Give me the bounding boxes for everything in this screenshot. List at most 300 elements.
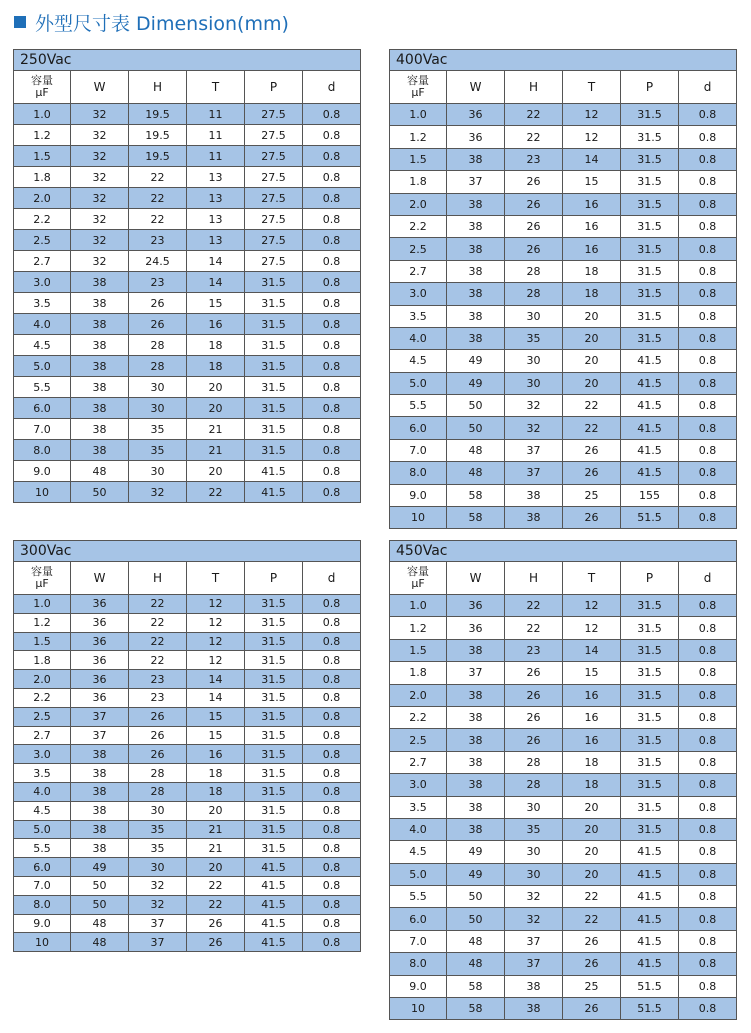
voltage-label: 450Vac <box>390 541 737 562</box>
table-cell: 19.5 <box>129 146 187 167</box>
title-square-icon <box>14 16 26 28</box>
table-cell: 18 <box>187 356 245 377</box>
table-cell: 18 <box>563 260 621 282</box>
table-cell: 37 <box>505 462 563 484</box>
table-cell: 31.5 <box>245 651 303 670</box>
table-row <box>14 167 361 188</box>
table-cell: 15 <box>187 707 245 726</box>
table-cell: 31.5 <box>621 260 679 282</box>
table-cell: 2.5 <box>14 230 71 251</box>
table-cell: 26 <box>563 462 621 484</box>
table-cell: 38 <box>71 782 129 801</box>
table-cell: 41.5 <box>245 933 303 952</box>
table-cell: 22 <box>505 104 563 126</box>
column-header: W <box>447 71 505 104</box>
table-row <box>14 820 361 839</box>
dimension-table-250vac <box>13 49 361 503</box>
column-header: P <box>621 562 679 595</box>
table-cell: 0.8 <box>679 774 737 796</box>
table-cell: 38 <box>71 820 129 839</box>
table-cell: 32 <box>505 395 563 417</box>
table-row <box>14 398 361 419</box>
table-cell: 20 <box>187 801 245 820</box>
table-cell: 30 <box>505 305 563 327</box>
table-cell: 36 <box>447 126 505 148</box>
table-cell: 38 <box>447 283 505 305</box>
table-cell: 41.5 <box>621 350 679 372</box>
table-cell: 23 <box>505 639 563 661</box>
table-cell: 30 <box>505 796 563 818</box>
table-cell: 31.5 <box>621 595 679 617</box>
table-cell: 16 <box>563 215 621 237</box>
capacity-header-line: μF <box>35 577 49 590</box>
table-cell: 2.7 <box>14 726 71 745</box>
table-cell: 35 <box>505 818 563 840</box>
table-row <box>390 908 737 930</box>
table-cell: 38 <box>447 774 505 796</box>
table-cell: 31.5 <box>245 839 303 858</box>
voltage-label: 400Vac <box>390 50 737 71</box>
table-cell: 0.8 <box>679 126 737 148</box>
table-cell: 7.0 <box>14 876 71 895</box>
table-cell: 10 <box>14 933 71 952</box>
table-cell: 26 <box>129 314 187 335</box>
table-cell: 0.8 <box>303 745 361 764</box>
table-cell: 38 <box>71 398 129 419</box>
table-cell: 0.8 <box>303 895 361 914</box>
table-cell: 32 <box>71 104 129 125</box>
table-cell: 31.5 <box>621 238 679 260</box>
table-cell: 22 <box>563 886 621 908</box>
table-cell: 31.5 <box>621 662 679 684</box>
voltage-header-row <box>390 541 737 562</box>
table-cell: 3.5 <box>14 293 71 314</box>
table-cell: 35 <box>129 419 187 440</box>
table-cell: 2.7 <box>390 260 447 282</box>
table-cell: 0.8 <box>303 440 361 461</box>
table-cell: 32 <box>129 895 187 914</box>
column-header-row <box>390 71 737 104</box>
table-cell: 22 <box>129 595 187 614</box>
table-cell: 26 <box>187 914 245 933</box>
table-row <box>14 858 361 877</box>
table-cell: 32 <box>71 125 129 146</box>
table-cell: 14 <box>563 639 621 661</box>
table-row <box>390 462 737 484</box>
table-cell: 26 <box>563 998 621 1020</box>
table-cell: 26 <box>187 933 245 952</box>
table-cell: 2.0 <box>14 670 71 689</box>
table-cell: 1.2 <box>390 617 447 639</box>
table-cell: 0.8 <box>679 305 737 327</box>
table-cell: 25 <box>563 975 621 997</box>
table-cell: 38 <box>447 305 505 327</box>
table-row <box>390 684 737 706</box>
table-cell: 0.8 <box>303 461 361 482</box>
column-header: H <box>505 562 563 595</box>
table-cell: 0.8 <box>679 975 737 997</box>
table-cell: 36 <box>447 595 505 617</box>
column-header: P <box>245 71 303 104</box>
table-cell: 7.0 <box>390 930 447 952</box>
table-cell: 31.5 <box>621 148 679 170</box>
table-cell: 0.8 <box>679 863 737 885</box>
table-cell: 26 <box>563 930 621 952</box>
table-row <box>14 726 361 745</box>
table-cell: 38 <box>71 335 129 356</box>
table-cell: 27.5 <box>245 230 303 251</box>
table-row <box>14 230 361 251</box>
table-cell: 0.8 <box>679 238 737 260</box>
table-cell: 26 <box>129 745 187 764</box>
table-cell: 36 <box>71 688 129 707</box>
table-row <box>14 272 361 293</box>
table-cell: 26 <box>505 706 563 728</box>
table-cell: 31.5 <box>245 707 303 726</box>
table-cell: 18 <box>187 764 245 783</box>
table-cell: 23 <box>129 272 187 293</box>
table-cell: 32 <box>71 146 129 167</box>
table-cell: 2.7 <box>14 251 71 272</box>
table-cell: 31.5 <box>621 729 679 751</box>
table-cell: 0.8 <box>679 886 737 908</box>
table-row <box>14 440 361 461</box>
table-cell: 5.5 <box>14 377 71 398</box>
table-cell: 23 <box>505 148 563 170</box>
table-cell: 38 <box>71 801 129 820</box>
column-header-row <box>14 562 361 595</box>
table-cell: 13 <box>187 209 245 230</box>
dimension-table-300vac <box>13 540 361 952</box>
table-cell: 0.8 <box>303 314 361 335</box>
table-cell: 0.8 <box>303 377 361 398</box>
table-cell: 0.8 <box>679 953 737 975</box>
table-cell: 2.5 <box>14 707 71 726</box>
table-cell: 1.5 <box>14 146 71 167</box>
table-cell: 0.8 <box>679 751 737 773</box>
column-header: H <box>505 71 563 104</box>
table-row <box>14 895 361 914</box>
table-cell: 23 <box>129 670 187 689</box>
table-cell: 41.5 <box>621 886 679 908</box>
table-row <box>14 764 361 783</box>
voltage-header-row <box>390 50 737 71</box>
table-cell: 36 <box>71 613 129 632</box>
table-cell: 5.5 <box>390 395 447 417</box>
table-cell: 26 <box>129 293 187 314</box>
table-cell: 155 <box>621 484 679 506</box>
table-cell: 37 <box>71 707 129 726</box>
column-header: H <box>129 562 187 595</box>
table-cell: 0.8 <box>679 639 737 661</box>
table-cell: 2.5 <box>390 238 447 260</box>
table-row <box>14 377 361 398</box>
table-cell: 38 <box>505 975 563 997</box>
table-cell: 0.8 <box>679 796 737 818</box>
column-header: P <box>621 71 679 104</box>
table-cell: 31.5 <box>621 751 679 773</box>
table-cell: 16 <box>187 745 245 764</box>
table-cell: 0.8 <box>303 651 361 670</box>
table-cell: 0.8 <box>679 484 737 506</box>
table-cell: 13 <box>187 230 245 251</box>
table-cell: 31.5 <box>245 272 303 293</box>
table-row <box>390 439 737 461</box>
table-cell: 0.8 <box>679 171 737 193</box>
table-row <box>14 419 361 440</box>
table-cell: 28 <box>129 782 187 801</box>
table-cell: 48 <box>447 462 505 484</box>
table-cell: 0.8 <box>679 439 737 461</box>
table-cell: 38 <box>71 764 129 783</box>
table-row <box>14 188 361 209</box>
table-cell: 31.5 <box>621 796 679 818</box>
table-row <box>390 350 737 372</box>
table-cell: 36 <box>71 632 129 651</box>
table-cell: 22 <box>505 126 563 148</box>
table-cell: 37 <box>129 914 187 933</box>
table-cell: 0.8 <box>303 356 361 377</box>
table-cell: 20 <box>563 863 621 885</box>
table-cell: 28 <box>129 335 187 356</box>
table-cell: 18 <box>563 774 621 796</box>
table-cell: 0.8 <box>679 908 737 930</box>
table-cell: 38 <box>505 998 563 1020</box>
table-cell: 58 <box>447 998 505 1020</box>
table-cell: 0.8 <box>679 148 737 170</box>
table-cell: 0.8 <box>679 841 737 863</box>
table-cell: 2.2 <box>390 706 447 728</box>
table-cell: 22 <box>187 482 245 503</box>
table-cell: 31.5 <box>621 617 679 639</box>
table-cell: 22 <box>563 417 621 439</box>
table-cell: 0.8 <box>303 398 361 419</box>
table-cell: 31.5 <box>245 613 303 632</box>
table-cell: 32 <box>129 876 187 895</box>
table-cell: 27.5 <box>245 209 303 230</box>
table-cell: 38 <box>71 314 129 335</box>
table-cell: 20 <box>187 398 245 419</box>
table-cell: 49 <box>71 858 129 877</box>
table-row <box>390 148 737 170</box>
table-cell: 25 <box>563 484 621 506</box>
page-title <box>14 8 289 36</box>
table-row <box>390 975 737 997</box>
table-cell: 4.0 <box>14 782 71 801</box>
table-cell: 0.8 <box>679 595 737 617</box>
table-cell: 27.5 <box>245 167 303 188</box>
table-cell: 31.5 <box>245 801 303 820</box>
table-cell: 26 <box>505 215 563 237</box>
table-cell: 0.8 <box>303 419 361 440</box>
table-row <box>390 395 737 417</box>
page-title-text: 外型尺寸表 Dimension(mm) <box>35 12 289 35</box>
table-row <box>14 688 361 707</box>
table-row <box>390 595 737 617</box>
table-cell: 26 <box>505 662 563 684</box>
table-cell: 31.5 <box>245 440 303 461</box>
table-cell: 38 <box>71 745 129 764</box>
table-cell: 22 <box>129 613 187 632</box>
table-cell: 0.8 <box>303 188 361 209</box>
table-cell: 31.5 <box>621 818 679 840</box>
table-cell: 41.5 <box>621 417 679 439</box>
table-cell: 21 <box>187 440 245 461</box>
table-row <box>14 707 361 726</box>
table-cell: 22 <box>563 908 621 930</box>
table-cell: 32 <box>505 417 563 439</box>
column-header-row <box>390 562 737 595</box>
table-cell: 30 <box>129 858 187 877</box>
table-cell: 5.0 <box>14 356 71 377</box>
table-cell: 31.5 <box>245 782 303 801</box>
table-cell: 32 <box>71 230 129 251</box>
table-cell: 4.5 <box>390 841 447 863</box>
table-cell: 31.5 <box>621 283 679 305</box>
table-cell: 38 <box>447 796 505 818</box>
table-cell: 31.5 <box>245 377 303 398</box>
table-cell: 1.2 <box>14 125 71 146</box>
table-cell: 2.2 <box>14 209 71 230</box>
dimension-table-450vac <box>389 540 737 1020</box>
table-cell: 6.0 <box>14 398 71 419</box>
table-row <box>14 335 361 356</box>
table-cell: 12 <box>563 126 621 148</box>
table-cell: 0.8 <box>303 801 361 820</box>
table-cell: 0.8 <box>679 617 737 639</box>
table-cell: 6.0 <box>390 417 447 439</box>
table-cell: 1.5 <box>390 148 447 170</box>
table-cell: 20 <box>187 461 245 482</box>
table-cell: 38 <box>71 293 129 314</box>
table-cell: 38 <box>71 440 129 461</box>
table-cell: 41.5 <box>621 908 679 930</box>
table-cell: 0.8 <box>679 729 737 751</box>
table-cell: 50 <box>71 482 129 503</box>
table-cell: 32 <box>71 188 129 209</box>
table-cell: 38 <box>447 193 505 215</box>
table-cell: 0.8 <box>303 632 361 651</box>
table-cell: 51.5 <box>621 507 679 529</box>
table-cell: 12 <box>187 651 245 670</box>
table-cell: 50 <box>447 395 505 417</box>
table-cell: 32 <box>505 886 563 908</box>
table-cell: 22 <box>129 209 187 230</box>
table-cell: 49 <box>447 841 505 863</box>
table-cell: 38 <box>447 238 505 260</box>
table-row <box>390 171 737 193</box>
table-cell: 3.0 <box>14 272 71 293</box>
table-cell: 31.5 <box>621 215 679 237</box>
table-cell: 16 <box>563 729 621 751</box>
table-cell: 1.8 <box>390 662 447 684</box>
table-cell: 38 <box>447 260 505 282</box>
table-cell: 31.5 <box>621 104 679 126</box>
table-row <box>390 729 737 751</box>
table-cell: 19.5 <box>129 125 187 146</box>
table-cell: 4.0 <box>390 327 447 349</box>
table-row <box>390 283 737 305</box>
table-cell: 0.8 <box>303 933 361 952</box>
table-cell: 31.5 <box>245 726 303 745</box>
table-cell: 14 <box>563 148 621 170</box>
table-cell: 31.5 <box>245 688 303 707</box>
table-cell: 26 <box>563 439 621 461</box>
table-cell: 30 <box>505 350 563 372</box>
table-cell: 36 <box>71 651 129 670</box>
table-cell: 5.5 <box>14 839 71 858</box>
table-cell: 20 <box>187 377 245 398</box>
table-row <box>390 796 737 818</box>
table-cell: 49 <box>447 863 505 885</box>
column-header: H <box>129 71 187 104</box>
table-cell: 31.5 <box>621 706 679 728</box>
table-cell: 20 <box>563 305 621 327</box>
table-cell: 0.8 <box>303 146 361 167</box>
table-cell: 12 <box>563 104 621 126</box>
table-row <box>390 104 737 126</box>
table-cell: 30 <box>505 372 563 394</box>
column-header: T <box>563 562 621 595</box>
table-cell: 13 <box>187 188 245 209</box>
table-cell: 27.5 <box>245 146 303 167</box>
table-cell: 4.0 <box>14 314 71 335</box>
table-cell: 0.8 <box>303 251 361 272</box>
table-cell: 35 <box>129 820 187 839</box>
table-row <box>390 484 737 506</box>
table-cell: 41.5 <box>621 395 679 417</box>
table-cell: 12 <box>563 595 621 617</box>
table-cell: 4.0 <box>390 818 447 840</box>
table-cell: 21 <box>187 820 245 839</box>
table-cell: 22 <box>187 876 245 895</box>
table-row <box>14 839 361 858</box>
table-cell: 30 <box>129 398 187 419</box>
table-cell: 7.0 <box>390 439 447 461</box>
table-cell: 0.8 <box>303 726 361 745</box>
table-cell: 15 <box>187 293 245 314</box>
table-cell: 0.8 <box>303 125 361 146</box>
table-cell: 20 <box>563 841 621 863</box>
table-row <box>390 774 737 796</box>
column-header <box>14 71 71 104</box>
table-row <box>390 507 737 529</box>
table-cell: 23 <box>129 688 187 707</box>
table-cell: 15 <box>563 662 621 684</box>
table-row <box>14 933 361 952</box>
table-cell: 8.0 <box>390 462 447 484</box>
column-header: d <box>303 71 361 104</box>
table-cell: 10 <box>390 507 447 529</box>
table-row <box>390 841 737 863</box>
capacity-header-line: μF <box>411 86 425 99</box>
table-cell: 30 <box>129 461 187 482</box>
table-row <box>14 782 361 801</box>
column-header: d <box>679 71 737 104</box>
table-cell: 38 <box>447 751 505 773</box>
table-cell: 0.8 <box>303 335 361 356</box>
table-cell: 32 <box>505 908 563 930</box>
table-cell: 0.8 <box>679 462 737 484</box>
table-cell: 21 <box>187 839 245 858</box>
table-cell: 15 <box>187 726 245 745</box>
table-cell: 22 <box>129 167 187 188</box>
table-row <box>390 998 737 1020</box>
table-cell: 38 <box>447 639 505 661</box>
table-cell: 26 <box>563 507 621 529</box>
table-cell: 0.8 <box>679 998 737 1020</box>
table-cell: 31.5 <box>245 745 303 764</box>
